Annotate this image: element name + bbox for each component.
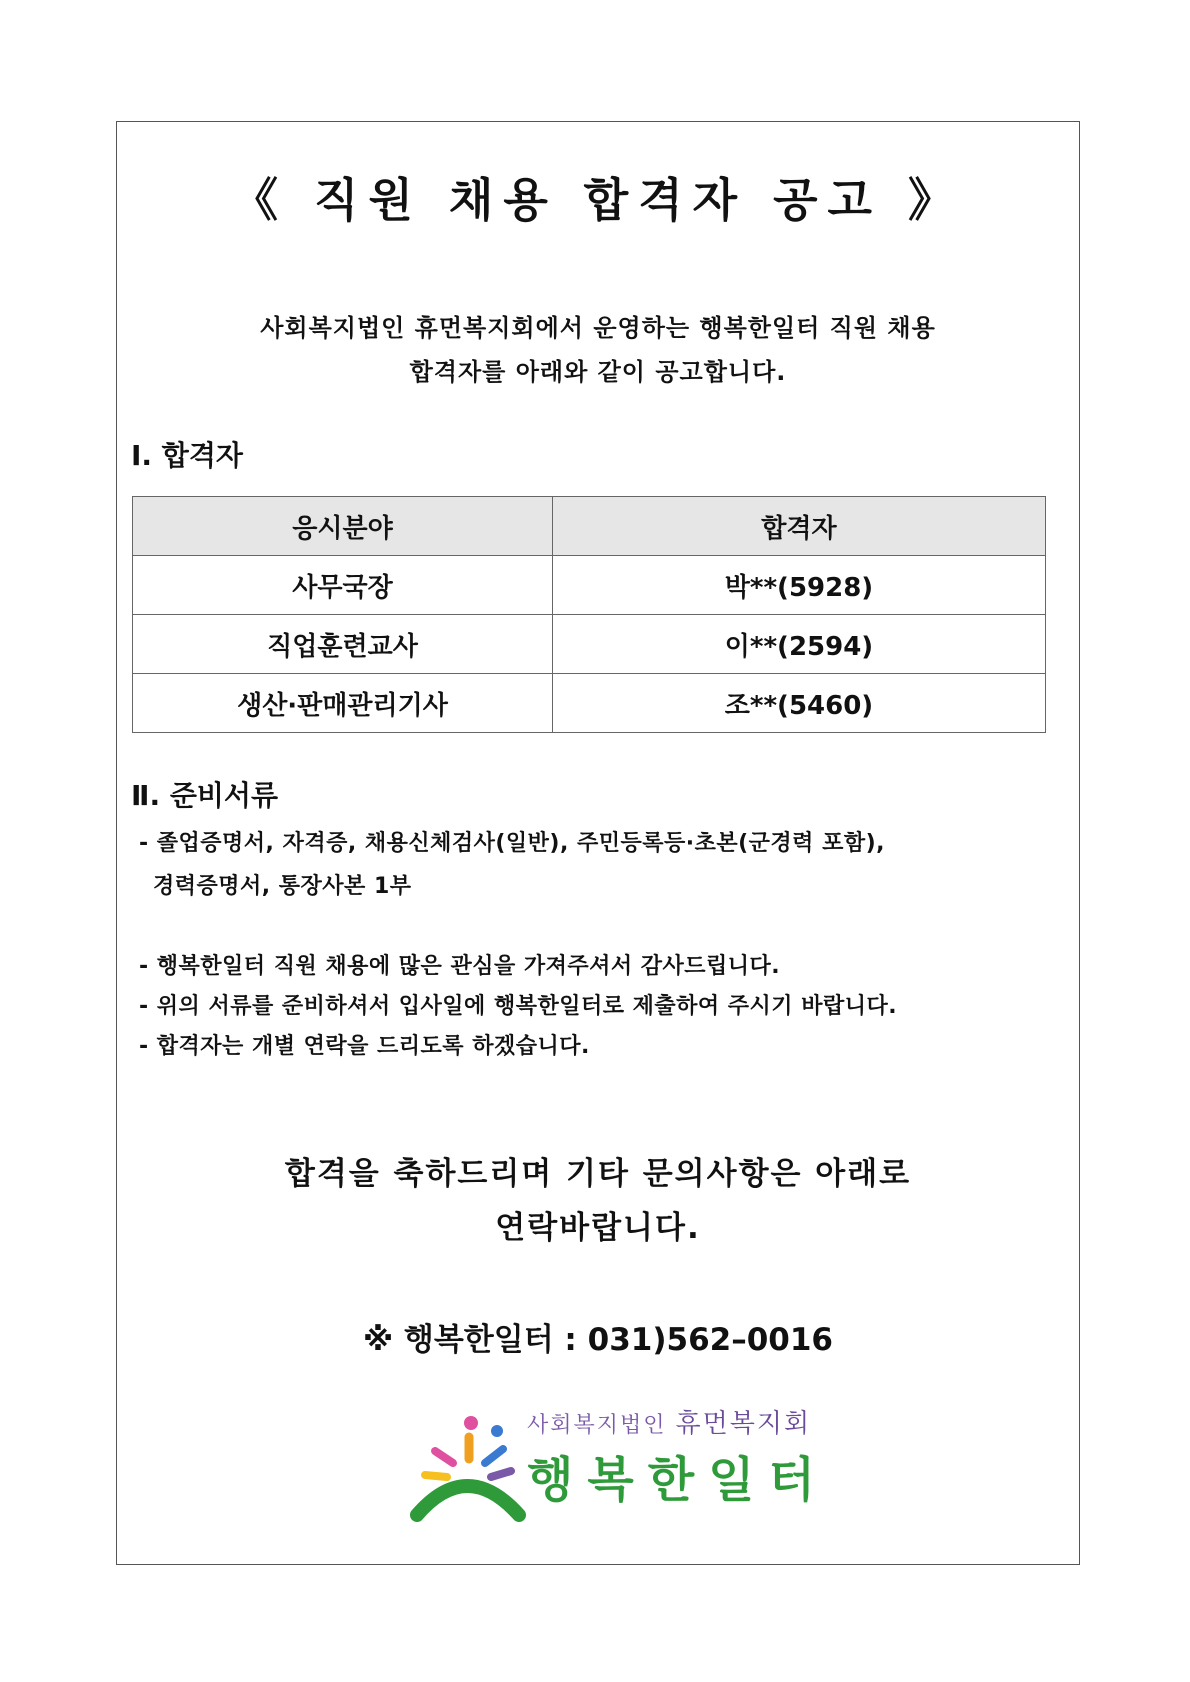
required-documents bbox=[139, 822, 885, 908]
sunrise-icon bbox=[407, 1397, 537, 1527]
section-1-heading: Ⅰ. 합격자 bbox=[131, 439, 243, 472]
documents-line-2: 경력증명서, 통장사본 1부 bbox=[153, 874, 412, 899]
intro-text bbox=[117, 306, 1079, 394]
intro-line-1: 사회복지법인 휴먼복지회에서 운영하는 행복한일터 직원 채용 bbox=[260, 314, 936, 342]
notice-frame bbox=[116, 121, 1080, 1565]
cell-passer: 조**(5460) bbox=[552, 674, 1045, 733]
section-2-heading: Ⅱ. 준비서류 bbox=[131, 779, 279, 812]
logo-name: 행복한일터 bbox=[527, 1452, 829, 1508]
cell-passer: 박**(5928) bbox=[552, 556, 1045, 615]
organization-logo bbox=[407, 1397, 829, 1527]
table-row bbox=[133, 556, 1046, 615]
table-header-row bbox=[133, 497, 1046, 556]
closing-message bbox=[117, 1147, 1079, 1255]
logo-org-name: 휴먼복지회 bbox=[675, 1409, 812, 1439]
header-passer: 합격자 bbox=[552, 497, 1045, 556]
intro-line-2: 합격자를 아래와 같이 공고합니다. bbox=[409, 358, 787, 386]
logo-org-text bbox=[527, 1403, 811, 1440]
table-row bbox=[133, 674, 1046, 733]
cell-field: 직업훈련교사 bbox=[133, 615, 553, 674]
closing-line-2: 연락바랍니다. bbox=[495, 1210, 701, 1246]
note-item: - 합격자는 개별 연락을 드리도록 하겠습니다. bbox=[139, 1034, 590, 1059]
page-title: 《 직원 채용 합격자 공고 》 bbox=[232, 173, 964, 227]
cell-field: 생산·판매관리기사 bbox=[133, 674, 553, 733]
note-item: - 위의 서류를 준비하셔서 입사일에 행복한일터로 제출하여 주시기 바랍니다. bbox=[139, 994, 898, 1019]
results-table bbox=[132, 496, 1046, 733]
notes-list bbox=[139, 947, 897, 1067]
note-item: - 행복한일터 직원 채용에 많은 관심을 가져주셔서 감사드립니다. bbox=[139, 954, 781, 979]
logo-org-prefix: 사회복지법인 bbox=[527, 1413, 667, 1438]
contact-info: ※ 행복한일터 : 031)562–0016 bbox=[362, 1322, 833, 1358]
table-row bbox=[133, 615, 1046, 674]
header-field: 응시분야 bbox=[133, 497, 553, 556]
documents-line-1: - 졸업증명서, 자격증, 채용신체검사(일반), 주민등록등·초본(군경력 포함), bbox=[139, 831, 885, 856]
cell-passer: 이**(2594) bbox=[552, 615, 1045, 674]
closing-line-1: 합격을 축하드리며 기타 문의사항은 아래로 bbox=[284, 1156, 912, 1192]
cell-field: 사무국장 bbox=[133, 556, 553, 615]
